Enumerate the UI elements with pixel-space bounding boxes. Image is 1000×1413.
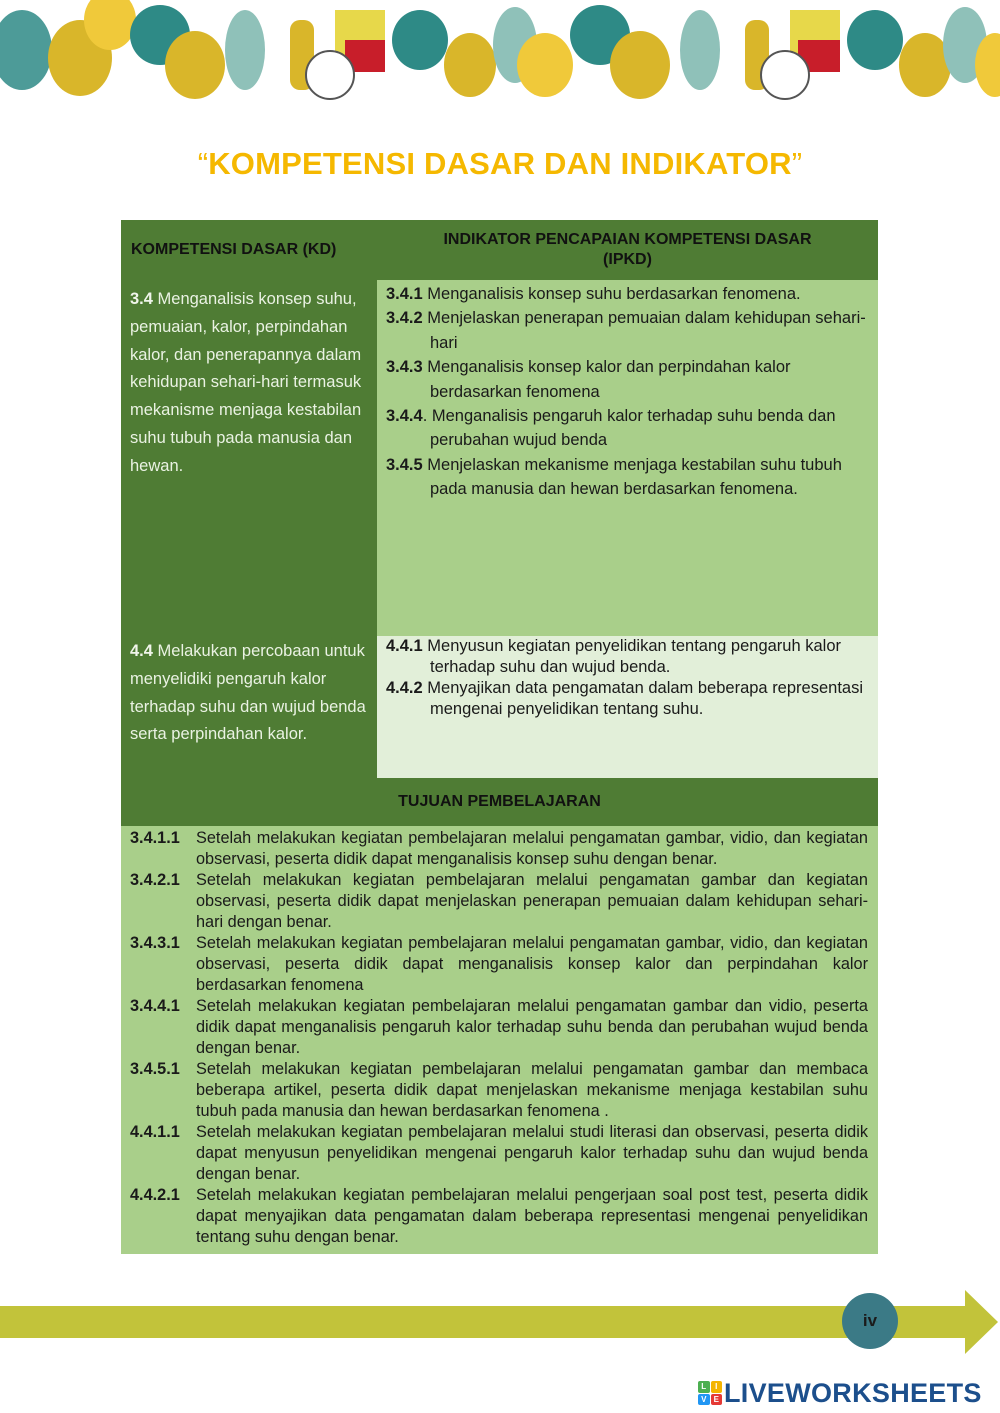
tujuan-text: Setelah melakukan kegiatan pembelajaran melalui pengamatan gambar dan vidio, peserta didik dapat menganalisis pengaruh kalor terhadap suhu benda dan perubahan wujud benda dengan benar.: [196, 997, 868, 1057]
competency-table: [121, 220, 878, 1254]
table-header: [121, 220, 878, 280]
list-item: [130, 870, 868, 933]
list-item: [130, 828, 868, 870]
tujuan-code: 3.4.2.1: [130, 871, 180, 889]
tujuan-code: 3.4.4.1: [130, 997, 180, 1015]
title-text: KOMPETENSI DASAR DAN INDIKATOR: [208, 146, 792, 181]
tujuan-text: Setelah melakukan kegiatan pembelajaran melalui pengamatan gambar dan membaca beberapa artikel, peserta didik dapat menjelaskan mekanisme menjaga kestabilan suhu tubuh pada manusia dan hewan berdasarkan fenomena .: [196, 1060, 868, 1120]
logo-letter: L: [698, 1381, 710, 1393]
logo-letter: V: [698, 1394, 710, 1406]
ipkd-header: [377, 220, 878, 280]
indicator-cell: [377, 636, 878, 778]
tujuan-text: Setelah melakukan kegiatan pembelajaran melalui pengerjaan soal post test, peserta didik dapat menyajikan data pengamatan dalam beberapa representasi mengenai penyelidikan tentang suhu dengan benar.: [196, 1186, 868, 1246]
tujuan-code: 4.4.1.1: [130, 1123, 180, 1141]
indicator-text: . Menganalisis pengaruh kalor terhadap suhu benda dan perubahan wujud benda: [422, 407, 836, 450]
ipkd-header-line1: INDIKATOR PENCAPAIAN KOMPETENSI DASAR: [443, 231, 812, 248]
indicator-code: 4.4.1: [386, 637, 423, 655]
indicator-code: 3.4.4: [386, 407, 423, 426]
kd-cell: [121, 636, 377, 778]
table-row: [121, 280, 878, 636]
indicator-code: 3.4.2: [386, 309, 423, 328]
indicator-code: 3.4.5: [386, 455, 423, 474]
table-row: [121, 636, 878, 778]
tujuan-heading: TUJUAN PEMBELAJARAN: [121, 778, 878, 826]
leaf-cluster-1: [0, 0, 385, 99]
list-item: [130, 1122, 868, 1185]
tujuan-text: Setelah melakukan kegiatan pembelajaran melalui studi literasi dan observasi, peserta didik dapat menyusun penyelidikan mengenai pengaruh kalor terhadap suhu dan wujud benda dengan benar.: [196, 1123, 868, 1183]
kd-text: Menganalisis konsep suhu, pemuaian, kalor, perpindahan kalor, dan penerapannya dalam kehidupan sehari-hari termasuk mekanisme menjaga kestabilan suhu tubuh pada manusia dan hewan.: [130, 290, 362, 475]
liveworksheets-watermark: [698, 1376, 982, 1410]
liveworksheets-text: LIVEWORKSHEETS: [724, 1377, 982, 1408]
page-number-badge: [842, 1293, 898, 1349]
indicator-text: Menganalisis konsep kalor dan perpindahan kalor berdasarkan fenomena: [422, 358, 791, 401]
logo-letter: E: [711, 1394, 723, 1406]
kd-text: Melakukan percobaan untuk menyelidiki pengaruh kalor terhadap suhu dan wujud benda serta perpindahan kalor.: [130, 642, 366, 744]
page-title: [0, 146, 1000, 182]
tujuan-code: 3.4.3.1: [130, 934, 180, 952]
tujuan-text: Setelah melakukan kegiatan pembelajaran melalui pengamatan gambar dan kegiatan observasi, peserta didik dapat menjelaskan penerapan pemuaian dalam kehidupan sehari-hari dengan benar.: [196, 871, 868, 931]
indicator-text: Menjelaskan mekanisme menjaga kestabilan suhu tubuh pada manusia dan hewan berdasarkan fenomena.: [422, 455, 842, 499]
indicator-code: 3.4.1: [386, 285, 423, 303]
indicator-item: [386, 453, 870, 502]
indicator-text: Menyusun kegiatan penyelidikan tentang pengaruh kalor terhadap suhu dan wujud benda.: [422, 637, 841, 676]
indicator-item: [386, 355, 870, 404]
ipkd-header-line2: (IPKD): [603, 251, 652, 268]
list-item: [130, 933, 868, 996]
indicator-text: Menganalisis konsep suhu berdasarkan fenomena.: [422, 285, 801, 303]
kd-cell: [121, 280, 377, 636]
tujuan-code: 3.4.5.1: [130, 1060, 180, 1078]
indicator-item: [386, 282, 870, 306]
indicator-item: [386, 404, 870, 453]
indicator-cell: [377, 280, 878, 636]
indicator-code: 3.4.3: [386, 358, 423, 377]
list-item: [130, 996, 868, 1059]
tujuan-code: 4.4.2.1: [130, 1186, 180, 1204]
leaf-banner: [0, 0, 1000, 110]
list-item: [130, 1059, 868, 1122]
tujuan-code: 3.4.1.1: [130, 829, 180, 847]
indicator-text: Menjelaskan penerapan pemuaian dalam kehidupan sehari-hari: [422, 309, 866, 352]
title-close-quote: ”: [791, 146, 803, 181]
title-open-quote: “: [197, 146, 209, 181]
kd-code: 4.4: [130, 642, 153, 660]
indicator-item: [386, 678, 870, 720]
indicator-text: Menyajikan data pengamatan dalam beberapa representasi mengenai penyelidikan tentang suhu.: [422, 679, 863, 718]
indicator-code: 4.4.2: [386, 679, 423, 697]
indicator-item: [386, 306, 870, 355]
tujuan-text: Setelah melakukan kegiatan pembelajaran melalui pengamatan gambar, vidio, dan kegiatan observasi, peserta didik dapat menganalisis konsep kalor dan perpindahan kalor berdasarkan fenomena: [196, 934, 868, 994]
leaf-cluster-2: [392, 5, 1000, 99]
liveworksheets-logo-icon: [698, 1381, 722, 1405]
kd-code: 3.4: [130, 290, 153, 308]
tujuan-text: Setelah melakukan kegiatan pembelajaran melalui pengamatan gambar, vidio, dan kegiatan observasi, peserta didik dapat menganalisis konsep suhu dengan benar.: [196, 829, 868, 868]
logo-letter: I: [711, 1381, 723, 1393]
indicator-item: [386, 636, 870, 678]
kd-header: KOMPETENSI DASAR (KD): [131, 241, 337, 258]
tujuan-list: [121, 826, 878, 1254]
list-item: [130, 1185, 868, 1248]
page-number: iv: [862, 1311, 878, 1330]
